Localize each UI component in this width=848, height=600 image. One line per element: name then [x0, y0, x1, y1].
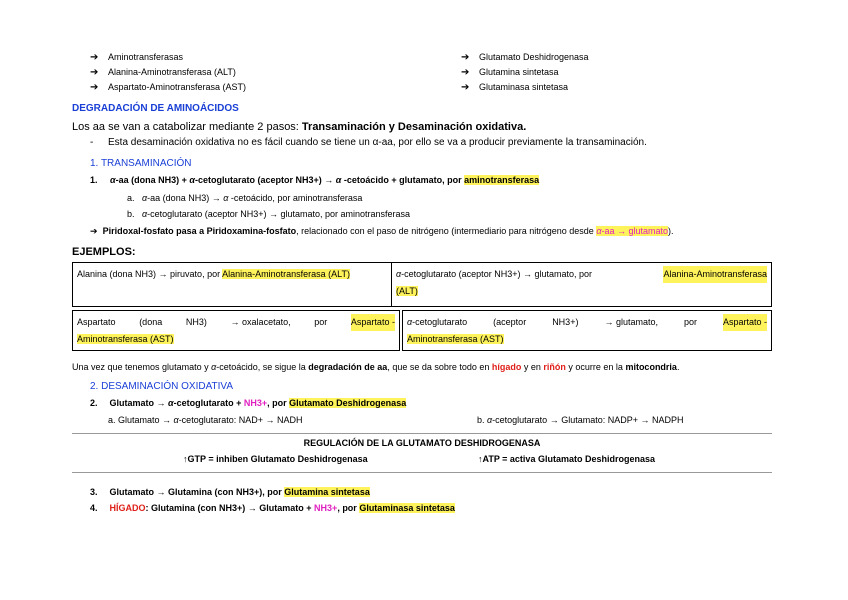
alpha-symbol: α — [142, 209, 148, 219]
enzyme-list-item — [90, 52, 183, 63]
enzyme-list-item — [90, 67, 236, 78]
enzyme-label: Alanina-Aminotransferasa (ALT) — [108, 67, 236, 77]
arrow-icon: ➔ — [90, 67, 99, 78]
arrow-icon: → — [549, 415, 559, 425]
sub-label: b. — [127, 209, 135, 219]
step-text: -cetoglutarato + — [173, 398, 244, 408]
enzyme-label: Glutamato Deshidrogenasa — [479, 52, 589, 62]
alpha-symbol: α — [168, 398, 174, 408]
regulacion-gtp: ↑GTP = inhiben Glutamato Deshidrogenasa — [183, 454, 368, 464]
alpha-symbol: α — [142, 193, 148, 203]
highlight-enzyme: Aminotransferasa (AST) — [77, 334, 174, 344]
sub-text: a. Glutamato — [108, 415, 163, 425]
step-number: 2. — [90, 398, 98, 408]
nh3-text: NH3+ — [314, 503, 338, 513]
sentence-text: -cetoácido, se sigue la — [216, 362, 309, 372]
alpha-symbol: α — [173, 415, 179, 425]
arrow-icon: → — [162, 415, 172, 425]
transaminacion-sub-a — [127, 193, 362, 203]
arrow-icon: → — [522, 269, 532, 279]
step-text: -aa (dona NH3) + — [115, 175, 190, 185]
divider-top — [72, 433, 772, 434]
example-word: NH3) — [185, 317, 207, 327]
highlight-enzyme: Aminotransferasa (AST) — [407, 334, 504, 344]
desaminacion-heading: 2. DESAMINACIÓN OXIDATIVA — [90, 381, 233, 392]
enzyme-label: Glutaminasa sintetasa — [479, 82, 569, 92]
example-word: por — [683, 317, 697, 327]
alpha-symbol: α — [110, 175, 116, 185]
regulacion-title: REGULACIÓN DE LA GLUTAMATO DESHIDROGENASA — [303, 438, 541, 448]
piridoxal-text: ). — [668, 226, 674, 236]
sentence-text: , que se da sobre todo en — [387, 362, 492, 372]
intro-dash-text: Esta desaminación oxidativa no es fácil cuando se tiene un α-aa, por ello se va a producir previamente la transaminación. — [108, 137, 647, 148]
alpha-symbol: α — [223, 193, 229, 203]
arrow-icon: ➔ — [461, 67, 470, 78]
highlight-enzyme: Alanina-Aminotransferasa — [663, 266, 767, 283]
sub-text: -cetoácido, por aminotransferasa — [228, 193, 363, 203]
arrow-icon: → — [324, 175, 334, 185]
sub-label: a. — [127, 193, 135, 203]
alpha-symbol: α — [335, 175, 342, 185]
sub-text: -cetoglutarato: NAD+ — [178, 415, 266, 425]
sentence-text: . — [676, 362, 680, 372]
transaminacion-sub-b — [127, 209, 410, 219]
example-word: (aceptor — [493, 317, 527, 327]
example-cell-aspartato — [72, 310, 400, 351]
sentence-text: y en — [521, 362, 544, 372]
step-text: -cetoglutarato (aceptor NH3+) — [194, 175, 325, 185]
sub-text: -aa (dona NH3) — [147, 193, 212, 203]
intro-text — [72, 121, 526, 133]
example-text: Alanina (dona NH3) — [77, 269, 159, 279]
step4 — [90, 503, 455, 513]
piridoxal-text: , relacionado con el paso de nitrógeno (intermediario para nitrógeno desde — [296, 226, 597, 236]
piridoxal-item — [90, 226, 674, 237]
sentence-bold: mitocondria — [625, 362, 677, 372]
transaminacion-heading: 1. TRANSAMINACIÓN — [90, 158, 192, 169]
enzyme-list-item — [461, 67, 559, 78]
degradation-sentence — [72, 362, 679, 372]
arrow-icon: ➔ — [90, 82, 99, 93]
sentence-bold: degradación de aa — [308, 362, 388, 372]
arrow-icon: → — [211, 193, 221, 203]
alpha-symbol: α — [596, 226, 602, 236]
divider-bottom — [72, 472, 772, 473]
arrow-icon: → — [156, 487, 166, 497]
desaminacion-sub-a — [108, 415, 303, 425]
step-number: 1. — [90, 175, 98, 185]
example-word: → glutamato, — [604, 317, 658, 327]
example-text: glutamato, por — [531, 269, 592, 279]
step-text: -cetoácido + glutamato, por — [341, 175, 465, 185]
arrow-icon: ➔ — [90, 52, 99, 63]
sentence-text: Una vez que tenemos glutamato y — [72, 362, 212, 372]
step-text: Glutamina (con NH3+), por — [165, 487, 285, 497]
step-text: , por — [267, 398, 290, 408]
transaminacion-step — [90, 175, 539, 185]
enzyme-label: Glutamina sintetasa — [479, 67, 559, 77]
highlight-enzyme: Aspartato - — [723, 314, 767, 331]
example-cell-cetoglutarato-alt — [391, 262, 772, 307]
step-red: HÍGADO — [109, 503, 146, 513]
arrow-icon: ➔ — [90, 226, 98, 236]
step-number: 4. — [90, 503, 98, 513]
highlight-enzyme: Glutamato Deshidrogenasa — [289, 398, 407, 408]
highlight-enzyme: (ALT) — [396, 286, 418, 296]
arrow-icon: ➔ — [461, 82, 470, 93]
sub-text: -cetoglutarato — [492, 415, 550, 425]
alpha-symbol: α — [487, 415, 493, 425]
arrow-icon: → — [616, 226, 626, 236]
intro-prefix: Los aa se van a catabolizar mediante 2 pasos: — [72, 121, 302, 133]
sub-text: -cetoglutarato (aceptor NH3+) — [147, 209, 269, 219]
arrow-icon: → — [156, 398, 166, 408]
alpha-symbol: α — [396, 269, 402, 279]
step3 — [90, 487, 370, 497]
example-word: → oxalacetato, — [230, 317, 291, 327]
highlight-enzyme: Glutaminasa sintetasa — [359, 503, 455, 513]
arrow-icon: → — [247, 503, 257, 513]
nh3-text: NH3+ — [243, 398, 268, 408]
desaminacion-sub-b — [477, 415, 684, 425]
piridoxal-highlight: -aa — [601, 226, 617, 236]
desaminacion-step — [90, 398, 406, 408]
example-text: -cetoglutarato (aceptor NH3+) — [401, 269, 523, 279]
step-text: Glutamato — [109, 398, 157, 408]
alpha-symbol: α — [407, 317, 413, 327]
sub-text: NADH — [274, 415, 303, 425]
step-number: 3. — [90, 487, 98, 497]
sub-text: b. — [477, 415, 488, 425]
sentence-red: riñón — [543, 362, 566, 372]
highlight-enzyme: aminotransferasa — [464, 175, 540, 185]
example-cell-cetoglutarato-ast — [402, 310, 772, 351]
intro-bold: Transaminación y Desaminación oxidativa. — [301, 121, 527, 133]
example-word: por — [314, 317, 328, 327]
section-title: DEGRADACIÓN DE AMINOÁCIDOS — [72, 103, 239, 114]
enzyme-list-item — [90, 82, 246, 93]
example-text: piruvato, por — [167, 269, 223, 279]
enzyme-list-item — [461, 82, 568, 93]
sub-text: Glutamato: NADP+ — [558, 415, 641, 425]
arrow-icon: → — [268, 209, 278, 219]
arrow-icon: → — [265, 415, 275, 425]
arrow-icon: ➔ — [461, 52, 470, 63]
example-word: -cetoglutarato — [412, 317, 468, 327]
enzyme-label: Aspartato-Aminotransferasa (AST) — [108, 82, 247, 92]
arrow-icon: → — [158, 269, 168, 279]
highlight-enzyme: Glutamina sintetasa — [284, 487, 370, 497]
step-text: Glutamato — [109, 487, 157, 497]
highlight-enzyme: Aspartato - — [351, 314, 395, 331]
piridoxal-bold: Piridoxal-fosfato pasa a Piridoxamina-fosfato — [102, 226, 297, 236]
alpha-symbol: α — [189, 175, 195, 185]
step-text: , por — [337, 503, 360, 513]
sub-text: glutamato, por aminotransferasa — [277, 209, 411, 219]
arrow-icon: → — [640, 415, 650, 425]
example-word: NH3+) — [552, 317, 579, 327]
sentence-red: hígado — [491, 362, 522, 372]
alpha-symbol: α — [211, 362, 217, 372]
regulacion-atp: ↑ATP = activa Glutamato Deshidrogenasa — [478, 454, 655, 464]
highlight-enzyme: Alanina-Aminotransferasa (ALT) — [222, 269, 350, 279]
step-text: Glutamato + — [256, 503, 315, 513]
intro-dash-item: - Esta desaminación oxidativa no es fácil cuando se tiene un α-aa, por ello se va a producir previamente la transaminación. — [90, 137, 647, 148]
enzyme-label: Aminotransferasas — [108, 52, 184, 62]
example-cell-alanina — [72, 262, 392, 307]
step-text: : Glutamina (con NH3+) — [145, 503, 248, 513]
piridoxal-highlight: glutamato — [625, 226, 668, 236]
sentence-text: y ocurre en la — [565, 362, 626, 372]
example-word: Aspartato — [77, 317, 116, 327]
ejemplos-title: EJEMPLOS: — [72, 246, 136, 258]
sub-text: NADPH — [649, 415, 684, 425]
example-word: (dona — [139, 317, 163, 327]
enzyme-list-item — [461, 52, 589, 63]
